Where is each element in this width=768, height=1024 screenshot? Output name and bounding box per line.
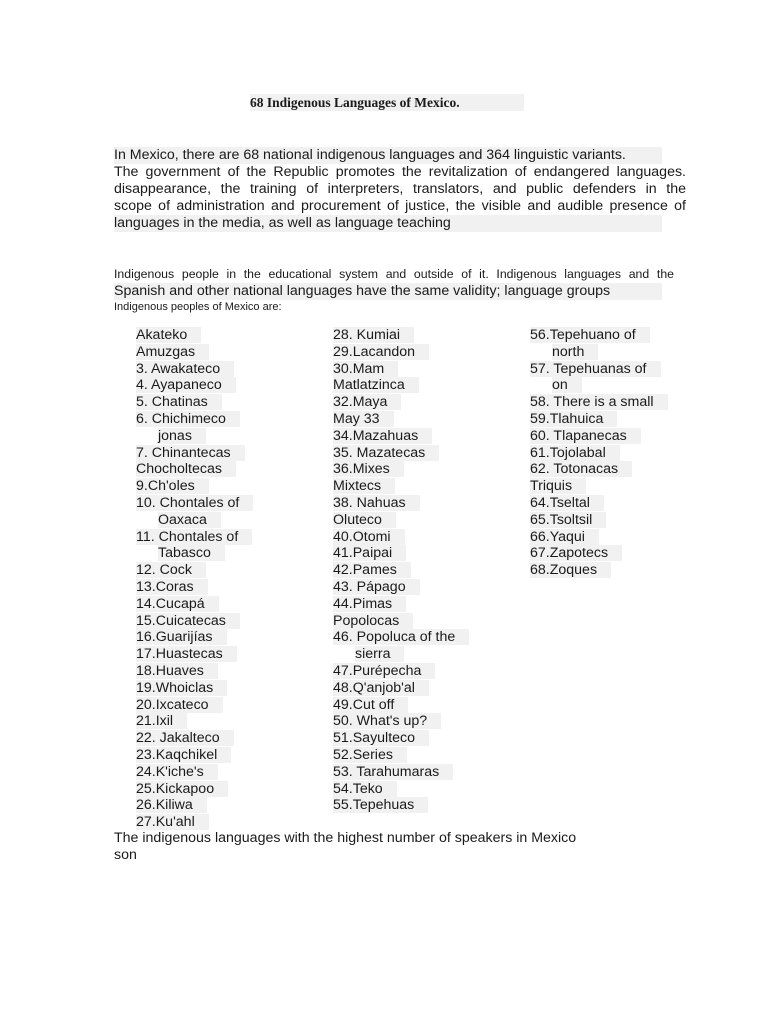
list-item: 26.Kiliwa (136, 797, 326, 814)
list-item: Triquis (530, 478, 720, 495)
list-item: 67.Zapotecs (530, 545, 720, 562)
list-item: 55.Tepehuas (333, 797, 523, 814)
groups-line-3: Indigenous peoples of Mexico are: (114, 301, 282, 313)
list-item: on (530, 377, 720, 394)
groups-line-2: Spanish and other national languages have the same validity; language groups (114, 283, 662, 300)
intro-line-4: scope of administration and procurement of justice, the visible and audible presence of (114, 198, 686, 214)
list-item: 9.Ch'oles (136, 478, 326, 495)
list-item: Matlatzinca (333, 377, 523, 394)
list-item: 48.Q'anjob'al (333, 680, 523, 697)
list-item: 19.Whoiclas (136, 680, 326, 697)
list-item: 17.Huastecas (136, 646, 326, 663)
list-item: 44.Pimas (333, 596, 523, 613)
intro-line-3: disappearance, the training of interpreters, translators, and public defenders in the (114, 181, 686, 197)
list-item: 21.Ixil (136, 713, 326, 730)
list-item: Tabasco (136, 545, 326, 562)
list-item: 46. Popoluca of the (333, 629, 523, 646)
list-item: 52.Series (333, 747, 523, 764)
list-item: 20.Ixcateco (136, 697, 326, 714)
list-item: Popolocas (333, 613, 523, 630)
list-item: 40.Otomi (333, 529, 523, 546)
list-item: 51.Sayulteco (333, 730, 523, 747)
list-item: 56.Tepehuano of (530, 327, 720, 344)
list-item: 6. Chichimeco (136, 411, 326, 428)
language-list-column-1 (136, 327, 326, 831)
list-item: 5. Chatinas (136, 394, 326, 411)
list-item: 50. What's up? (333, 713, 523, 730)
list-item: 12. Cock (136, 562, 326, 579)
list-item: Oaxaca (136, 512, 326, 529)
intro-line-1: In Mexico, there are 68 national indigenous languages and 364 linguistic variants. (114, 147, 662, 164)
list-item: 23.Kaqchikel (136, 747, 326, 764)
document-title: 68 Indigenous Languages of Mexico. (250, 94, 524, 111)
list-item: 13.Coras (136, 579, 326, 596)
intro-line-2: The government of the Republic promotes the revitalization of endangered languages. (114, 164, 686, 180)
list-item: sierra (333, 646, 523, 663)
closing-line-2: son (114, 847, 137, 863)
list-item: 58. There is a small (530, 394, 720, 411)
closing-paragraph (114, 830, 674, 864)
list-item: 24.K'iche's (136, 764, 326, 781)
list-item: 65.Tsoltsil (530, 512, 720, 529)
list-item: 11. Chontales of (136, 529, 326, 546)
list-item: 57. Tepehuanas of (530, 361, 720, 378)
list-item: Mixtecs (333, 478, 523, 495)
closing-line-1: The indigenous languages with the highest number of speakers in Mexico (114, 830, 577, 846)
list-item: 38. Nahuas (333, 495, 523, 512)
list-item: 54.Teko (333, 781, 523, 798)
intro-line-5: languages in the media, as well as language teaching (114, 215, 662, 232)
list-item: 36.Mixes (333, 461, 523, 478)
list-item: 32.Maya (333, 394, 523, 411)
list-item: 41.Paipai (333, 545, 523, 562)
list-item: 62. Totonacas (530, 461, 720, 478)
list-item: Amuzgas (136, 344, 326, 361)
list-item: jonas (136, 428, 326, 445)
list-item: Chocholtecas (136, 461, 326, 478)
list-item: 68.Zoques (530, 562, 720, 579)
list-item: Akateko (136, 327, 326, 344)
list-item: 10. Chontales of (136, 495, 326, 512)
list-item: 4. Ayapaneco (136, 377, 326, 394)
language-list-column-3 (530, 327, 720, 579)
list-item: 25.Kickapoo (136, 781, 326, 798)
list-item: 30.Mam (333, 361, 523, 378)
list-item: 42.Pames (333, 562, 523, 579)
list-item: 59.Tlahuica (530, 411, 720, 428)
list-item: 15.Cuicatecas (136, 613, 326, 630)
list-item: 53. Tarahumaras (333, 764, 523, 781)
list-item: 49.Cut off (333, 697, 523, 714)
list-item: 3. Awakateco (136, 361, 326, 378)
list-item: 7. Chinantecas (136, 445, 326, 462)
list-item: 34.Mazahuas (333, 428, 523, 445)
groups-paragraph (114, 266, 674, 315)
list-item: 64.Tseltal (530, 495, 720, 512)
list-item: 29.Lacandon (333, 344, 523, 361)
list-item: 14.Cucapá (136, 596, 326, 613)
list-item: May 33 (333, 411, 523, 428)
list-item: 27.Ku'ahl (136, 814, 326, 831)
list-item: 35. Mazatecas (333, 445, 523, 462)
list-item: 18.Huaves (136, 663, 326, 680)
groups-line-1: Indigenous people in the educational system and outside of it. Indigenous languages and the (114, 267, 674, 281)
list-item: 28. Kumiai (333, 327, 523, 344)
list-item: north (530, 344, 720, 361)
list-item: 22. Jakalteco (136, 730, 326, 747)
list-item: 60. Tlapanecas (530, 428, 720, 445)
intro-paragraph (114, 147, 686, 232)
list-item: 47.Purépecha (333, 663, 523, 680)
language-list-column-2 (333, 327, 523, 814)
list-item: Oluteco (333, 512, 523, 529)
list-item: 66.Yaqui (530, 529, 720, 546)
list-item: 16.Guarijías (136, 629, 326, 646)
list-item: 61.Tojolabal (530, 445, 720, 462)
list-item: 43. Pápago (333, 579, 523, 596)
